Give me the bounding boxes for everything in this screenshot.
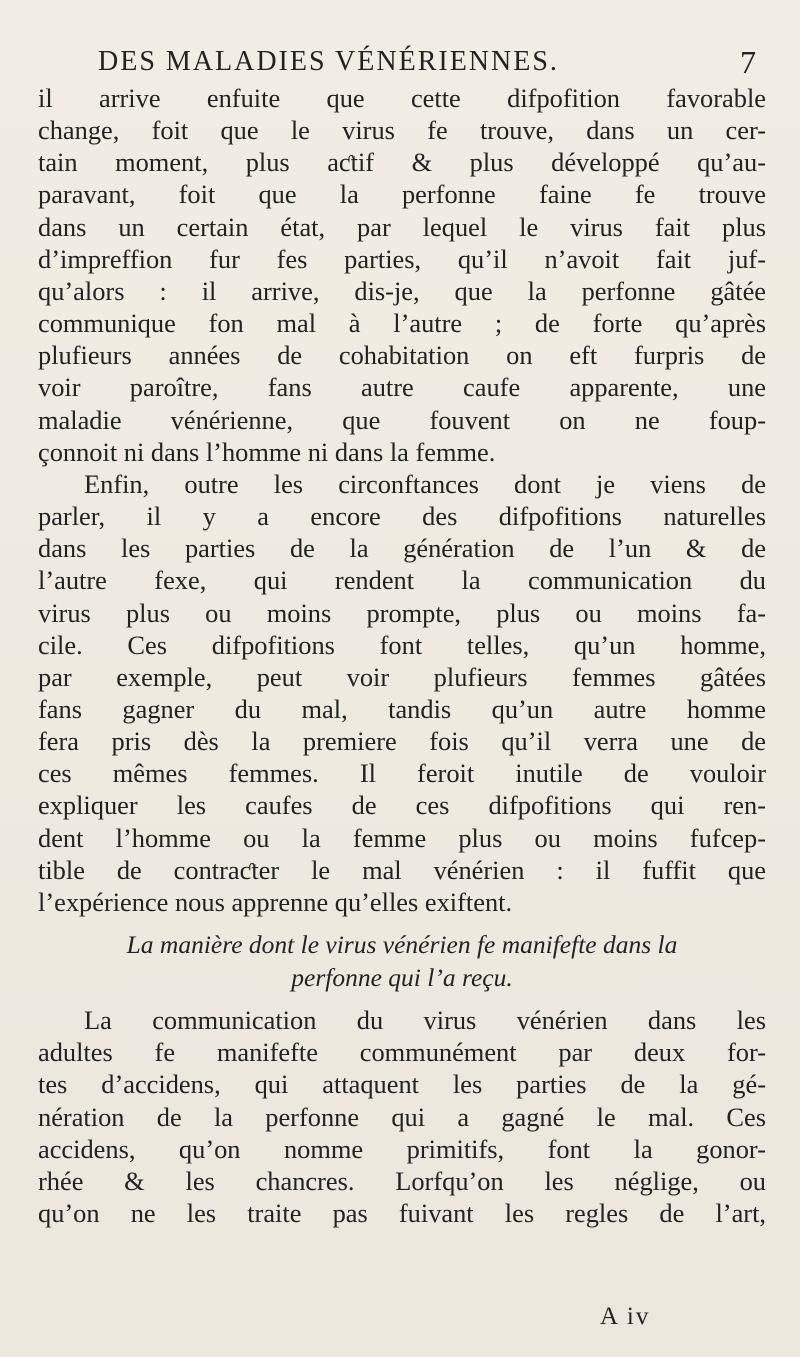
body-text — [38, 82, 766, 1229]
text-line: qu’on ne les traite pas fuivant les regles de l’art, — [38, 1198, 766, 1228]
text-line: dans un certain état, par lequel le virus fait plus — [38, 211, 766, 242]
page-number: 7 — [740, 44, 756, 80]
text-line: l’autre fexe, qui rendent la communication du — [38, 565, 766, 596]
text-line: l’expérience nous apprenne qu’elles exiftent. — [38, 886, 513, 917]
text-line: La communication du virus vénérien dans les — [84, 1005, 766, 1036]
text-line: ces mêmes femmes. Il feroit inutile de vouloir — [38, 758, 766, 789]
page-header — [38, 42, 756, 86]
text-line: dent l’homme ou la femme plus ou moins fufcep- — [38, 822, 766, 853]
text-line: change, foit que le virus fe trouve, dans un cer- — [38, 115, 766, 146]
signature-mark: A iv — [600, 1303, 651, 1330]
text-line: tain moment, plus aƈtif & plus développé qu’au- — [38, 147, 766, 178]
heading-line: La manière dont le virus vénérien fe manifefte dans la — [126, 930, 678, 960]
text-line: fera pris dès la premiere fois qu’il verra une de — [38, 726, 766, 757]
text-line: maladie vénérienne, que fouvent on ne foup- — [38, 404, 766, 435]
text-line: d’impreffion fur fes parties, qu’il n’avoit fait juf- — [38, 243, 766, 274]
text-line: cile. Ces difpofitions font telles, qu’un homme, — [38, 629, 766, 660]
section-heading — [38, 928, 766, 994]
text-line: tes d’accidens, qui attaquent les parties de la gé- — [38, 1069, 766, 1100]
text-line: paravant, foit que la perfonne faine fe trouve — [38, 179, 766, 210]
text-line: dans les parties de la génération de l’un & de — [38, 533, 766, 564]
text-line: adultes fe manifefte communément par deux for- — [38, 1037, 766, 1068]
running-head: DES MALADIES VÉNÉRIENNES. — [98, 46, 559, 77]
text-line: fans gagner du mal, tandis qu’un autre homme — [38, 693, 766, 724]
text-line: tible de contraƈter le mal vénérien : il fuffit que — [38, 854, 766, 885]
text-line: par exemple, peut voir plufieurs femmes gâtées — [38, 661, 766, 692]
text-line: plufieurs années de cohabitation on eft furpris de — [38, 340, 766, 371]
text-line: Enfin, outre les circonftances dont je viens de — [84, 468, 766, 499]
text-line: nération de la perfonne qui a gagné le mal. Ces — [38, 1101, 766, 1132]
text-line: qu’alors : il arrive, dis-je, que la perfonne gâtée — [38, 275, 766, 306]
text-line: parler, il y a encore des difpofitions naturelles — [38, 501, 766, 532]
text-line: voir paroître, fans autre caufe apparente, une — [38, 372, 766, 403]
text-line: il arrive enfuite que cette difpofition favorable — [38, 83, 766, 113]
text-line: çonnoit ni dans l’homme ni dans la femme. — [38, 436, 496, 467]
paragraph-2 — [38, 468, 766, 918]
paragraph-3 — [38, 1004, 766, 1229]
text-line: expliquer les caufes de ces difpofitions qui ren- — [38, 790, 766, 821]
heading-line: perfonne qui l’a reçu. — [291, 963, 513, 993]
text-line: communique fon mal à l’autre ; de forte qu’après — [38, 308, 766, 339]
text-line: accidens, qu’on nomme primitifs, font la gonor- — [38, 1133, 766, 1164]
text-line: virus plus ou moins prompte, plus ou moins fa- — [38, 597, 766, 628]
text-line: rhée & les chancres. Lorfqu’on les néglige, ou — [38, 1165, 766, 1196]
paragraph-1 — [38, 82, 766, 468]
